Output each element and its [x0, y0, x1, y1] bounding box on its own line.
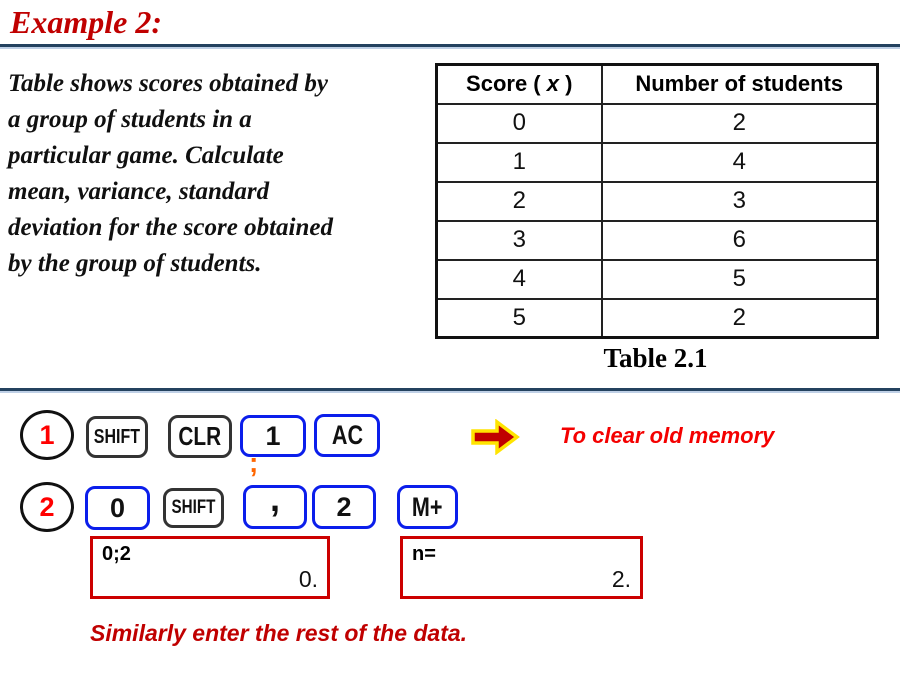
semicolon-separator: ; — [249, 447, 259, 478]
display-result: 2. — [611, 566, 631, 592]
table-cell: 4 — [602, 143, 878, 182]
table-cell: 2 — [437, 182, 602, 221]
clear-memory-note: To clear old memory — [560, 423, 775, 448]
right-block-arrow-icon — [470, 419, 520, 455]
table-cell: 0 — [437, 104, 602, 143]
problem-line: deviation for the score obtained — [8, 214, 333, 241]
section-rule — [0, 388, 900, 393]
table-caption: Table 2.1 — [603, 343, 708, 373]
calc-display-1 — [90, 536, 330, 599]
table-cell: 4 — [437, 260, 602, 299]
step-1-badge — [20, 410, 74, 460]
table-row — [437, 143, 878, 182]
step-2-number: 2 — [39, 491, 55, 522]
calc-display-2 — [400, 536, 643, 599]
zero-button[interactable] — [85, 486, 150, 530]
display-result: 0. — [298, 566, 318, 592]
clr-button[interactable] — [168, 415, 232, 458]
problem-line: mean, variance, standard — [8, 178, 270, 205]
step-1-number: 1 — [39, 419, 55, 450]
m-plus-button[interactable] — [397, 485, 458, 529]
shift-button-2-label: SHIFT — [171, 497, 216, 518]
table-cell: 6 — [602, 221, 878, 260]
table-cell: 1 — [437, 143, 602, 182]
display-entry: n= — [412, 543, 436, 565]
two-button[interactable] — [312, 485, 376, 529]
table-row — [437, 221, 878, 260]
title-rule — [0, 44, 900, 49]
shift-button-label: SHIFT — [93, 425, 141, 448]
table-row — [437, 299, 878, 338]
comma-button-label: , — [269, 478, 280, 519]
scores-table — [435, 63, 879, 339]
m-plus-button-label: M+ — [412, 491, 443, 522]
clr-button-label: CLR — [178, 421, 222, 451]
score-header-prefix: Score ( — [466, 71, 547, 97]
table-cell: 2 — [602, 104, 878, 143]
table-header-row — [437, 65, 878, 104]
score-header-var: x — [546, 71, 559, 97]
problem-text — [8, 66, 438, 282]
one-button-label: 1 — [265, 420, 281, 451]
table-cell: 3 — [437, 221, 602, 260]
shift-button-2[interactable] — [163, 488, 224, 528]
table-header-score — [437, 65, 602, 104]
table-cell: 5 — [437, 299, 602, 338]
problem-line: by the group of students. — [8, 250, 262, 277]
ac-button-label: AC — [331, 420, 363, 450]
score-header-suffix: ) — [559, 71, 573, 97]
comma-button[interactable] — [243, 478, 307, 529]
table-cell: 3 — [602, 182, 878, 221]
page-title: Example 2: — [10, 4, 162, 40]
table-cell: 5 — [602, 260, 878, 299]
zero-button-label: 0 — [109, 492, 126, 523]
two-button-label: 2 — [336, 491, 352, 522]
table-header-students: Number of students — [602, 65, 878, 104]
table-row — [437, 260, 878, 299]
table-row — [437, 104, 878, 143]
problem-line: Table shows scores obtained by — [8, 70, 328, 97]
ac-button[interactable] — [314, 414, 380, 457]
problem-line: particular game. Calculate — [8, 142, 284, 169]
display-entry: 0;2 — [102, 543, 131, 565]
problem-line: a group of students in a — [8, 106, 252, 133]
shift-button[interactable] — [86, 416, 148, 458]
step-2-badge — [20, 482, 74, 532]
table-row — [437, 182, 878, 221]
footer-note: Similarly enter the rest of the data. — [90, 620, 468, 646]
table-cell: 2 — [602, 299, 878, 338]
